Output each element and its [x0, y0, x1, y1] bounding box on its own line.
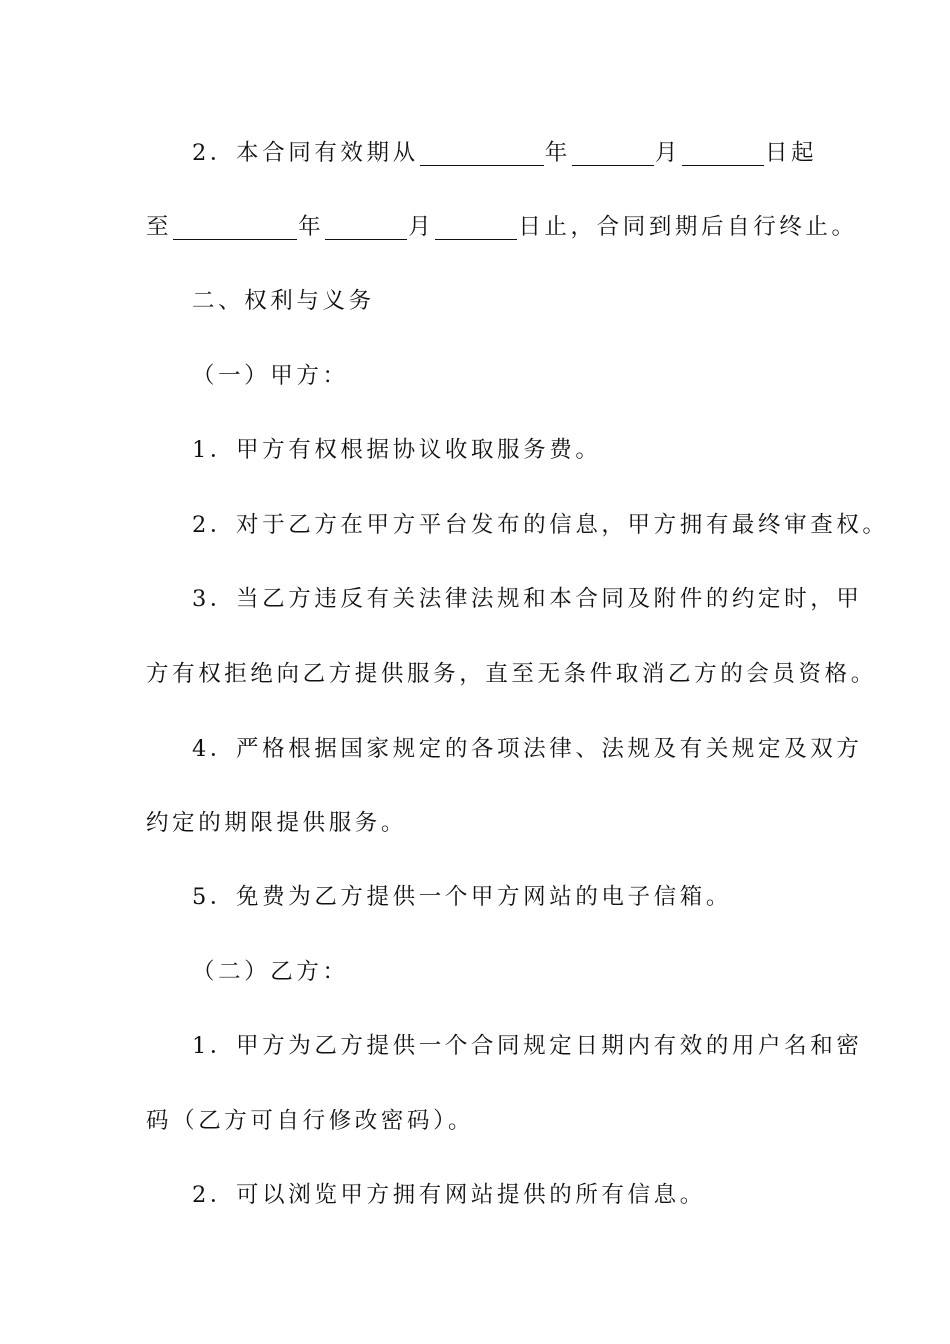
- text-segment: 日起: [764, 140, 818, 166]
- clause-validity-period-start: [192, 138, 817, 168]
- text-segment: 月: [654, 140, 681, 166]
- party-a-clause-4: 4．严格根据国家规定的各项法律、法规及有关规定及双方: [192, 736, 863, 762]
- text-segment: 月: [408, 214, 435, 240]
- section-heading-rights-obligations: 二、权利与义务: [192, 288, 375, 314]
- text-segment: 日止，合同到期后自行终止。: [518, 214, 858, 240]
- party-b-clause-1-continued: 码（乙方可自行修改密码）。: [146, 1108, 475, 1134]
- party-a-clause-1: 1．甲方有权根据协议收取服务费。: [192, 437, 602, 463]
- party-a-clause-5: 5．免费为乙方提供一个甲方网站的电子信箱。: [192, 884, 732, 910]
- text-segment: 2．本合同有效期从: [192, 140, 419, 166]
- party-b-clause-1: 1．甲方为乙方提供一个合同规定日期内有效的用户名和密: [192, 1033, 863, 1059]
- party-a-clause-4-continued: 约定的期限提供服务。: [146, 810, 408, 836]
- text-segment: 至: [146, 214, 173, 240]
- text-segment: 年: [298, 214, 325, 240]
- subsection-heading-party-a: （一）甲方：: [192, 363, 349, 389]
- year-blank: [420, 143, 544, 166]
- day-blank: [682, 143, 764, 166]
- party-a-clause-3-continued: 方有权拒绝向乙方提供服务，直至无条件取消乙方的会员资格。: [146, 661, 877, 687]
- party-a-clause-3: 3．当乙方违反有关法律法规和本合同及附件的约定时，甲: [192, 586, 863, 612]
- party-b-clause-2: 2．可以浏览甲方拥有网站提供的所有信息。: [192, 1182, 706, 1208]
- year-blank: [173, 217, 297, 240]
- month-blank: [325, 217, 407, 240]
- day-blank: [435, 217, 517, 240]
- subsection-heading-party-b: （二）乙方：: [192, 959, 349, 985]
- clause-validity-period-end: [146, 212, 858, 242]
- month-blank: [572, 143, 654, 166]
- text-segment: 年: [544, 140, 571, 166]
- party-a-clause-2: 2．对于乙方在甲方平台发布的信息，甲方拥有最终审查权。: [192, 512, 889, 538]
